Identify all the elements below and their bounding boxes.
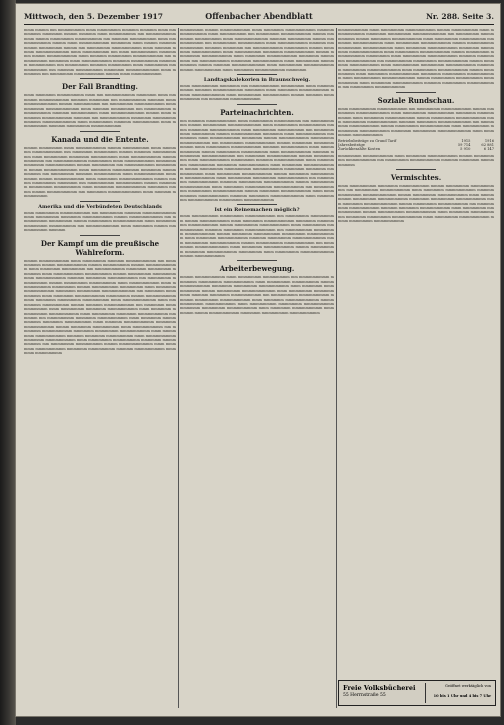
ad-title: Freie Volksbücherei: [343, 684, 416, 692]
body-text: mmmmmmm mmmmmmmmm mmm mmmmmm mmmmmmmmm mmmm mmmmmmmm mmmmmmmmm mm mmmmmmm mmmmmmmmm mmmmm mmmmmm mmmmmmmmm: [338, 153, 494, 167]
section-heading: Vermischtes.: [390, 172, 442, 182]
body-text: mmm mmmmmm mmmmmmmm mmm mm mmmmmmmmm mmmmmm mmm mmmmmm mmmmmmmmm mmmmm mmmmmm mm mmmmmmmm mmmmm mmm mmmmmmmmmm mmmm mmmmmmmm mm mmmmmmm mmmmmmmmm mmm mmmmmm mmmmmmmmmm mmm mmmmm mmmmmmm mm mmmmmmmm mmmmmmmmm mmmmm mmmmmmmm mmm mmmmmmmmmm mmmm mmm mmmmmm mmmmmmmmm mmmmm mm mmmmmmmmm mmmmmm mmmmmmm mmmmm mmmmmmmmmm mmm mmmmmmm mmmmm mmmmmmmm mmm mmmmmmmm mmmmm mmmmmmm mmmmmmmmm: [24, 93, 176, 129]
ad-hours: 10 bis 1 Uhr und 4 bis 7 Uhr: [433, 694, 491, 698]
body-text: mmmmmmm mmmm mmmmmmmmm mmm mmmmmm mmmmmmmmm mmmmm mmmmmmmm mmm mmmmmmmm mm mmmmmmm mmmmmmmmm mmmm mmmmmm mmmmmmmm mmm mmmmmmmmmm mmmmm mmmmmmm mmmm mmmmmmmmm mm mmmmmmm mmmmmmmm mmm mmmmmmmmm mmmmm mmmmmmmmm mmmmm mmmmmm mm mmmmmmmmm mmmmmmm mmmm mmmmmm mmmmmmmmm mmm mmmmmmmm mmmmmm mmmmmmmmm mmmm mmmmmmm mmmmmmmmm mmm mmmmmm mmmmmmmmm mmmmmm mmmmmmm mm mmmmmmmmm mmmmmm mmmmmmmmm mmm mmmmmmm mmmmmmmmm mmmm mmmmm mmmmmmmmmm mmm mmmmmmm mmmmmmmmm mmmm mmmmmmmm mmm mmmmmm mmmmmmmmm mmmmmm: [180, 28, 334, 72]
page-reference: Nr. 288. Seite 3.: [426, 12, 494, 21]
body-text: mmmm mmmmmmmmm mmm mmmmmmm mmmmmmmm mm mmmmmmmmm mmmmmm mmmmmmm mmmmmmmmm mmm mmmmmmm mmmmmmmm mmmm mmmmmmmmm mmmmmm mmmmmmm mmmmmmmmm mmm mmmmmm mmmmmmmmm mmmm mmmmmmm mmmmmmmmmm mmm mmmmmmm mmmmmmmmm mmmmm mmmmmm mmmmmmmmm mm mmmmmmmm mmmmmmmmm mmmmm mmmmmmm mmmmmmmmm mmm mmmmmm mmmmmmmmmm mmmm mmmmmmm mmmmmmmmm mmm mmmmmmmm mmmmmmm mmmmmmmmm mmmmmm mmmmmmm mmmmmmmmm mmm mmmmmm mmmmmmmmm mmmmmmm mmmm mmmmmmmmm mmmmmm mmmmmmmm mmmmmmmmm: [180, 275, 334, 315]
table-row: Zurückbezahlte Kosten 5 910 6 147: [338, 147, 494, 152]
page-header: [24, 10, 494, 25]
ad-address: 55 Herrnstraße 55: [343, 693, 386, 698]
column-rule: [178, 28, 179, 708]
masthead-title: Offenbacher Abendblatt: [205, 11, 313, 21]
newspaper-page: [16, 4, 500, 716]
body-text: mmm mmmmmmm mmmmmmmmm mm mmmmmmm mmmmm mmmmmmmmmm mmm mmmmmmm mmmmmm mmmmmmmmm mmmm mmmmmmmmmm mm mmmmmmmm mmmmmmm mmmm mmmmmmm mmmmmmmmm mmm mmmmmm mmmmmmm mmmmmmmm mm mmmmmmmmmm mmm mmmmmm mmmm mmmmmmmmm mmmmm: [24, 210, 176, 233]
table-row: Betriebsbeiträge zu Grund Tarif 1915 1916: [338, 138, 494, 143]
body-text: mmmm mmmmmmmmm mmm mmmmmmm mmmmm mmmmmmmmm mm mmmmmmmm mmmm mmmmmmmmm mmmm mmmmmmmm mmmm mmmmmmmmmm mmm mmmmmm mmmmmmm mm mmmmmmmmm mmmmmm mmmmmmm mmmmmm mmm mmmmmmmmm mmmmmmmm mmmm mmmmmmm mmmmmmm mmm mmmmmmmmm mmmmm mmmmmm mmmmmmmmm mm mmmmmmm mmmmmmmm mmmm mmmmmmm mmmmmmmm mmm mmmmmmmmm mmm mmmmmmmmm mmmmmmm mmmm mmmmmmmm mmmmmmm mmm mmmmmm mmmmmmmmm mmmmmm mmmmmmm mmmmmmmmmm mm mmmmmm mmmmmmmm mmm mmmmmm mmmmmmmmm mmmmmmm mmmm mmmmmmmmm mmm mmmmmm mmmmmmm mmmmmmmm mmm mmmmmmmmmm mmm mmmmmmm mmmmmmmm mmmm mmmmm mmmmmmmmm mm mmmmmm mmmmmmmmmm mmm mmmmmmm mmmmmm mmmmmmmmm mmm mmmmmm mmmmmmmm mmmmmmmmm mmm mmmmmmm mmmmmm mmmmmmmmm mmmmmm mm mmmmmmmm mmmmmm mmmmmmmmm mmm mmmmmm mmmmmmmmm mmmmmm mmmmmmmm mmm mmmmm mmmmmmmmm mmmmmm mmmmmmmmm mmmm mmmmmm mmmmmmmm mmm mmmmmmmmm mm mmmmmm mmmmmmmmm mmmmmm mmmmmmm mmmmmmmmm mmm mmmmmmm mmmmmmmmm mmmmm mmmmmm mmmmmmmm mmm mmmmmmmmm mmmmmm mmmmmmmmm mmm mmmmmmm mmmmmmmm mmmmmm mmmmmmmmm mm mmmmmmm mmmmmmmm mmmm mmmmmmmmmm mmm mmmmmm mmmmmmmmm mmmmmm mmmmmmmm mmmmm mmmmmmmmm mmmmmm mmmmmmmm: [24, 258, 176, 356]
body-text: mmm mmmm mm mmmmmmmm mmm mmmmmmm mmmmm mmmmm mmm mmmmmmm mmmmmm mmmm mmmmm mmm mmmmmmmm mm mmmmmmmmm mmm mmmm mmmmmmm mmmmmmmm mm mmmmm mmmmmmmm mmm mmmmmmmmmm mmmm mmm mmmmmmmmm mmmmmm mmm mmmm mmmmmmmmm mmmmmmm mmmm mm mmmmmmm mmmmmmmmm mmm mmmmm mmmm mmmmmmmmmm mmm mmmmmmmm mm mmm mmmmmmmm mmmmmmm mmmm mmmmmmmmm mmm mmmmm mmmmmmm mmmmmmmmm mm mmmmmmmm mmmmmm mmm mmmmmmmmm mmmmm mmmmmmmm mmmmmm mmmmmmmm mm mmmmmmm mmmmm mmmmmmm mmm mmmmmmm mmmmmmmmm mm mmmmm mmmmmmmm mmmmmm mmmmmmmmmm mmm mmmmmm mm mmmmmmm mmmmmmmmm mmmm mmm mmmmmmmmm: [24, 28, 176, 77]
body-text: mmm mmmmmmmm mmmmmmmmm mm mmmmmmm mmmmmmmmm mmmm mmmmmmm mmmmmmmmmm mmm mmmmmmm mmmmmmmm mmmmmm mmmmmmmmm mmm mmmmmm mmmmmmmmm mmmm mmmmmmm mmmmmmmmm mmm mmmmmmm mmmmmmmmm mmmmm mmmmmm mmmmmmmmmm mm mmmmmmm mmmmmmmmm mmmm mmmmmmm mmmmmmmmm mmm mmmmmmmm mmmmmmm mmmmmmmmm mmmmmm mmmmmmm mmmmmmmmmm mmm mmmmmmm mmmmmmmmm: [338, 106, 494, 138]
body-text: mmm mmmmmmmm mmmmmm mmmmmmmmm mmmm mmmmmmm mmmmmmmmm mm mmmmmmm mmmmmmmmm mmm mmmmmm mmmmmmmmm mmmmm mmmmmmm mmmmmmmmmm mmmm mmmmmmm mmmmmmmmm mmm mmmmmmmm mmmmmmm mmmmmmmmm mmmmmm mmmmmmm mmmmmmmmm mmm mmmmmm mmmmmmmmmm mmmm mmmmmmm mmmmmmmmm mm mmmmmmmm mmmmmmmmm mmmmm mmmmmm mmmmmmmmm mmm mmmmmmm mmmmmmmmm mmmm mmmmmmmm mmmmmmmmm mmm mmmmmm mmmmmmmmm mmmmmm mmmmmmm mmmmmmmmm mmm mmmmmmm mmmmmmmmm mmmm mmmmmmm mmmmmmmmm: [338, 183, 494, 224]
section-heading: Landtagskalekorien in Braunschweig.: [203, 77, 311, 84]
advertisement-box: [338, 680, 496, 706]
section-heading: Ist ein Reinemachen möglich?: [214, 207, 300, 214]
table-row: Jahresbeiträge 59 714 62 881: [338, 142, 494, 147]
body-text: mmmm mmmmmmm mmm mmmmmmmmm mmmm mmmmmmmm mmm mmmmmm mmmmmmmmm mm mmmmmm mmmmmmm mmmm mmmmm mmmmmmmmm mmm mmmmmmm mmmmmm mmmmmmmm mmm mmmmmmmmm mmmm mmmmmm mm mmmmmmmmmm mmmmmmm mmm mmmmmmmmm mmmmmm mmmmmm mmmmmmmmm mmmm mmmmmmm mm mmmmmmmmm mmmmmmm mmmm mmmmmmmmmm mmm mmmmmm mmmmmmmm mmmmmm mmmmmmmmm mm mmmmmmm mmmmm mmmmmmmm mmm mmmmmmmmm mmmmmmm mmmm mmmmmmmmm mmm mmmmmm mmmmmmmmmm mmmm mmmm mmmmmmm mmmmmm mm mmmmmmmm mmmmmmmm mmmm mmmmmm mmmmmmm mmmmmmmm mmm mmmmmm mmmmmmmmm mmmmmm mmmm mmmm mmmmmmmmm mm mmmmmm mmmmmmmmmm mmm mmmmm mmmmmmmm: [24, 145, 176, 199]
column-left: [24, 28, 176, 708]
book-binding-edge: [0, 0, 16, 725]
column-rule: [336, 28, 337, 708]
statistics-table: [338, 139, 494, 152]
column-middle: [180, 28, 334, 708]
section-heading: Arbeiterbewegung.: [219, 264, 295, 274]
body-text: mmmmmmmmm mmm mmmmmmm mmmmmmmmm mmmm mmmmmmmm mmm mmmmmmmmm mmmmmm mmmmmmm mmmmmmmmmm mm mmmmmmm mmmmmmmmm mmmm mmmmmm mmmmmmmmm mmm mmmmmmm mmmmmmmm mmmmmm mmmmmmmmm mmm mmmmmmm mmmmmmmmm mmmm mmmmmmmm mmmmmmm mmmmmmmmm mmm mmmmmm mmmmmmmmm mmmmmm mmmmmmm mmmmmmmmmm mmm mmmmmmm mmmmmmmmm mmmm mmmmmmm mmmmmmmmm mmmmmmm mmm mmmmmmm mmmmmmmmm mmmmm mmmmmmm mmmmmmmmm mm mmmmmmmm mmmmmmm mmmmmmmmm mmmm mmmmmm mmmmmmmmm mmm mmmmmmmm mmmmmmm mmmmmmmmm mmmmmm mmmmmmm mmmmmmmmmm mmm mmmmmmm mmmmmmmmm mmmm mmmmmmmm mmm mmmmmm mmmmmmmmm mmmmmm mmmmmmm mmmmmmmmm mmm mmmmmmmm mmmmmmmmmm mmmm mmmmmmm mmmmmmmm mmmmmmmmm mmm mmmmmm mmmmmmmmm mmmmm mmmmmmm mmmmmmmmm mm mmmmmmm mmmmmmmmm: [338, 28, 494, 90]
column-right: [338, 28, 494, 676]
section-heading: Amerika und die Verbündeten Deutschlands: [38, 203, 162, 210]
issue-date: Mittwoch, den 5. Dezember 1917: [24, 12, 163, 21]
section-heading: Soziale Rundschau.: [377, 95, 455, 105]
body-text: mm mmmmm mmmmmmmmm mmm mmmmmmm mmmmmmmm mm mmmmmmmmm mmmm mmmmmmm mmmmmmmmmm mmm mmmmmmm mmmmmmmm mmmm mmmmmm mmmmmmmmm mmm mmmmmmm mmmmmmmm mm mmmmmmmmm mmmmmmm mmmm mmmmmmmmm mmmmmm mmm mmmmmmmmm mmmmmmm mmm mmmmmmmmm mmmmmm mmmm mmmmmmmmm mmmmmmm mmmmmmmmm mm mmmmmmm mmmmmmmmm mmmm mmmmmm mmmmmmmmmm mmm mmmmmmm mmmmmmmmm mmmmm mmmmmmmm mmm mmmmmmmmmm mmmm mmmmmmm mmmmmmmm mmm mmmmmmmmm mmmmm mmmmmmm mmmmmmmmmm mm mmmmmm mmmmmmmmm mmmm mmmmmmmm mmm mmmmmmmmm mmmmmmm mmmmm mmmmmmmmm mmm mmmmmmm mmmmmmmm mmmmmm mmmmmmmmm mmm mmmmmm mmmmmmmmmm mmmm mmmmmmm mmmmmmmm mmmmmmmmm mmmmmm mmmmmm mmmmmmmmm mmm mmmmmmm mmmmmmmmm mmmm mmmmmm mmmmmmmm mmmmmmmmm mmm mmmmmmm mmmmmmm mmmmmmmmm mm mmmmmmm mmmmmmmmm mmmmm mmmmmmm mmmmmmmmm mmmm mmmmmmm mmmmmmmmm mmm mmmmmm mmmmmmmm mmmmmmmmm mm mmmmmmmm mmmmmmm mmmmmmmmm mmmm mmmmmm mmmmmmmmm mmm mmmmmmmm mmmmmmmmm mmmmm mmmmmm mmmmmmmmmm mmm mmmmmmm mmmmmmmmm mmmmmmm mmmmmmmmm: [180, 118, 334, 202]
body-text: mmm mmmmmmmm mmmmmm mm mmmmmmmmm mmmmmmm mmm mmmmmmmmm mmmmm mmmmmmmmm mmmmmm mmm mmmmmm mmmmmmmmm mmmm mmmmmmmmmm mmm mmmmmmm mmmmmmmm mmmm mmmmm mmmmmmmmm mm mmmmmm mmmmmmmmm: [180, 84, 334, 102]
section-heading: Der Kampf um die preußische Wahlreform.: [40, 238, 160, 257]
body-text: mmm mmmmmmmm mmmmmmm mmmmmmmmm mm mmmmmmm mmmmmmmm mmmm mmmmmmmmm mmm mmmmmm mmmmmmmmm mmmmmm mmmmmmm mmmmmmmmm mmmm mmmmmmm mmmmmmmmm mmm mmmmmmm mmmmmmmmm mmmmm mmmmmm mmmmmmmmm mm mmmmmmmm mmmmmmm mmmmmmmmm mmmm mmmmmm mmmmmmmm mmmmmmm mmmmmmmmm mmm mmmmmm mmmmmmmmm mmmmm mmmmmmm mmmmmmmmmm mmm mmmmmmm mmmmmmmmm mmmm mmmmmmmm mmmmmmmmm mm mmmmmmm mmmmmmmmmm mmm mmmmmm mmmmmmmmm mmmm mmmmmmmm mmmmmm mmmmmmmmm mmmmmmm mmm mmmmmmm mmmmmmmmmm mmmm mmmmmmmmm: [180, 214, 334, 259]
section-heading: Parteinachrichten.: [220, 107, 294, 117]
ad-hours-note: Geöffnet werktäglich von: [444, 684, 491, 688]
section-heading: Der Fall Brandting.: [62, 82, 138, 92]
section-heading: Kanada und die Entente.: [51, 134, 149, 144]
